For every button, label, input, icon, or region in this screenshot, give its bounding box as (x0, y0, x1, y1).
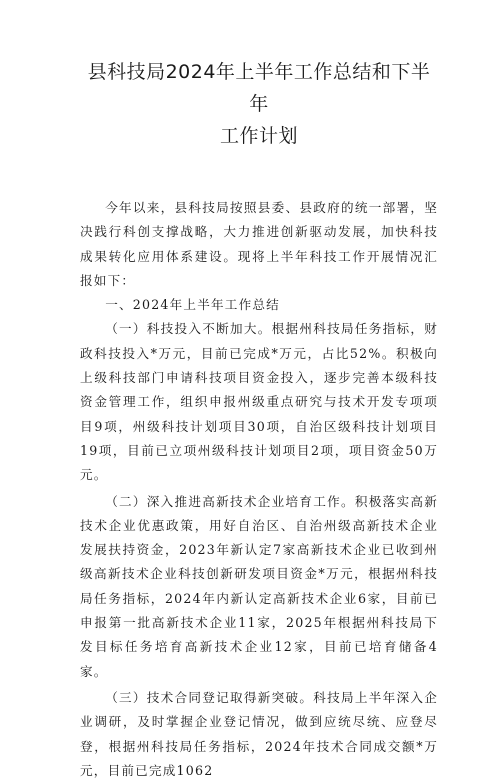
paragraph-hightech: （二）深入推进高新技术企业培育工作。积极落实高新技术企业优惠政策，用好自治区、自治州级高新技术企业发展扶持资金，2023年新认定7家高新技术企业已收到州级高新技术企业科技创新研发项目资金*万元，根据州科技局任务指标，2024年内新认定高新技术企业6家，目前已申报第一批高新技术企业11家，2025年根据州科技局下发目标任务培育高新技术企业12家，目前已培育储备4家。 (80, 493, 438, 679)
paragraph-investment: （一）科技投入不断加大。根据州科技局任务指标，财政科技投入*万元，目前已完成*万元，占比52%。积极向上级科技部门申请科技项目资金投入，逐步完善本级科技资金管理工作，组织申报州级重点研究与技术开发专项项目9项，州级科技计划项目30项，自治区级科技计划项目19项，目前已立项州级科技计划项目2项，项目资金50万元。 (80, 321, 438, 483)
section-heading: 一、2024年上半年工作总结 (105, 297, 280, 313)
document-title (80, 56, 438, 152)
intro-paragraph: 今年以来，县科技局按照县委、县政府的统一部署，坚决践行科创支撑战略，大力推进创新驱动发展，加快科技成果转化应用体系建设。现将上半年科技工作开展情况汇报如下： (80, 200, 438, 288)
title-line-1: 县科技局2024年上半年工作总结和下半年 (87, 61, 431, 115)
paragraph-contracts: （三）技术合同登记取得新突破。科技局上半年深入企业调研，及时掌握企业登记情况，做到应统尽统、应登尽登，根据州科技局任务指标，2024年技术合同成交额*万元，目前已完成1062 (80, 689, 438, 778)
title-line-2: 工作计划 (219, 125, 298, 147)
